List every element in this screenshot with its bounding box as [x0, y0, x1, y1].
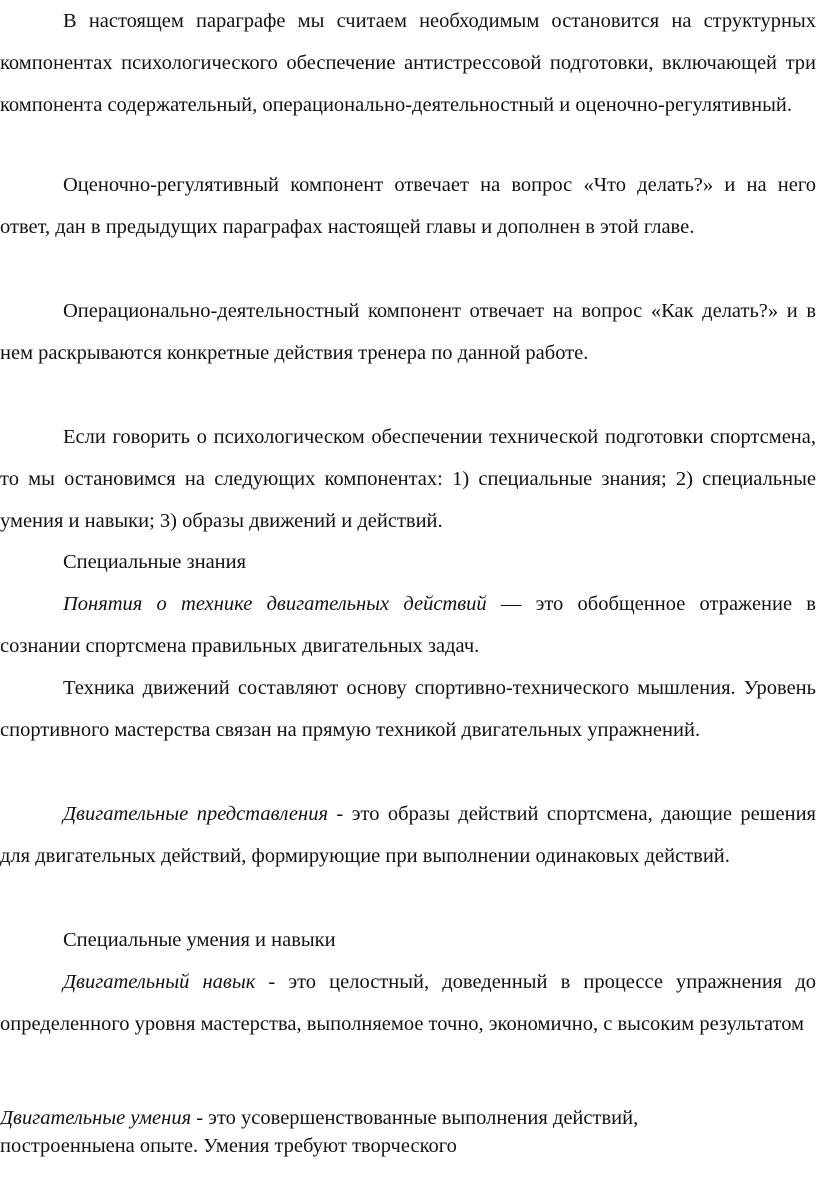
term-technique-concepts: Понятия о технике двигательных действий	[63, 593, 487, 615]
heading-special-skills: Специальные умения и навыки	[63, 929, 336, 951]
paragraph-evaluative-component: Оценочно-регулятивный компонент отвечает на вопрос «Что делать?» и на него ответ, дан в предыдущих параграфах настоящей главы и дополнен в этой главе.	[0, 174, 816, 238]
paragraph-motor-representations	[0, 793, 816, 877]
term-motor-abilities: Двигательные умения	[0, 1107, 192, 1129]
heading-special-knowledge: Специальные знания	[63, 551, 247, 573]
definition-motor-abilities-line2: построенныена опыте. Умения требуют творческого	[0, 1135, 457, 1157]
term-motor-skill: Двигательный навык	[63, 971, 256, 993]
paragraph-motor-skill	[0, 961, 816, 1045]
definition-motor-representations: - это образы действий спортсмена, дающие решения для двигательных действий, формирующие при выполнении одинаковых действий.	[0, 803, 816, 867]
definition-motor-skill: - это целостный, доведенный в процессе упражнения до определенного уровня мастерства, выполняемое точно, экономично, с высоким результатом	[0, 971, 816, 1035]
definition-motor-abilities-line1: - это усовершенствованные выполнения действий,	[191, 1107, 639, 1129]
paragraph-movement-technique: Техника движений составляют основу спортивно-технического мышления. Уровень спортивного мастерства связан на прямую техникой двигательных упражнений.	[0, 677, 816, 741]
paragraph-operational-component: Операционально-деятельностный компонент отвечает на вопрос «Как делать?» и в нем раскрываются конкретные действия тренера по данной работе.	[0, 300, 816, 364]
paragraph-technique-concepts	[0, 583, 816, 667]
term-motor-representations: Двигательные представления	[63, 803, 328, 825]
paragraph-motor-abilities	[0, 1104, 816, 1160]
paragraph-technical-preparation: Если говорить о психологическом обеспечении технической подготовки спортсмена, то мы остановимся на следующих компонентах: 1) специальные знания; 2) специальные умения и навыки; 3) образы движений и действий.	[0, 426, 816, 532]
definition-technique-concepts: — это обобщенное отражение в сознании спортсмена правильных двигательных задач.	[0, 593, 816, 657]
paragraph-intro: В настоящем параграфе мы считаем необходимым остановится на структурных компонентах психологического обеспечение антистрессовой подготовки, включающей три компонента содержательный, операционально-деятельностный и оценочно-регулятивный.	[0, 10, 816, 116]
